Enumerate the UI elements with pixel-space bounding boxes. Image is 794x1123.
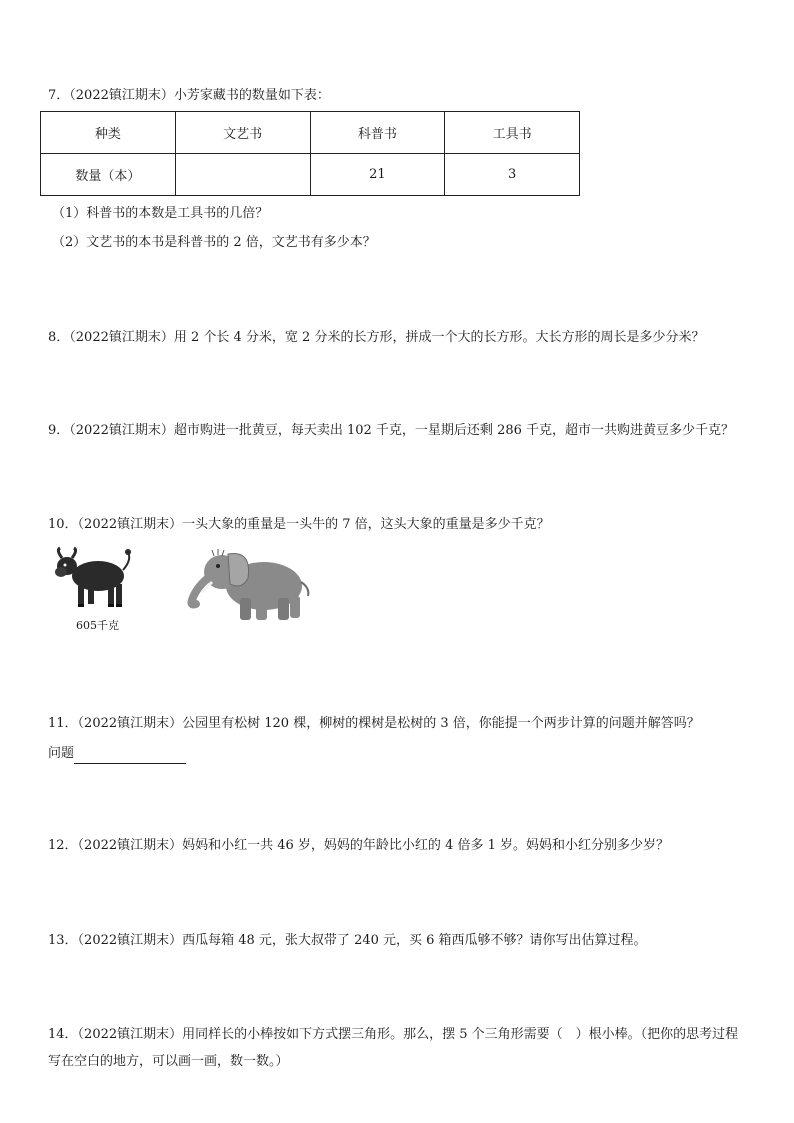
table-cell: 文艺书 bbox=[175, 112, 310, 154]
table-row bbox=[41, 154, 580, 196]
q7-sub1: （1）科普书的本数是工具书的几倍？ bbox=[52, 206, 269, 221]
q11-question-line bbox=[48, 744, 186, 764]
elephant-icon bbox=[182, 546, 314, 624]
table-cell: 科普书 bbox=[310, 112, 445, 154]
table-cell: 数量（本） bbox=[41, 154, 176, 196]
q8-stem: 8．（2022镇江期末）用 2 个长 4 分米，宽 2 分米的长方形，拼成一个大的长方形。大长方形的周长是多少分米？ bbox=[48, 330, 705, 345]
q11-prompt: 问题 bbox=[48, 746, 75, 761]
table-cell: 种类 bbox=[41, 112, 176, 154]
books-table bbox=[40, 111, 580, 196]
q13-stem: 13．（2022镇江期末）西瓜每箱 48 元，张大叔带了 240 元，买 6 箱西瓜够不够？请你写出估算过程。 bbox=[48, 933, 647, 948]
ox-weight-label: 605千克 bbox=[76, 619, 119, 632]
q7-stem: 7．（2022镇江期末）小芳家藏书的数量如下表： bbox=[48, 88, 330, 103]
table-cell: 21 bbox=[310, 154, 445, 196]
table-cell bbox=[175, 154, 310, 196]
q11-stem: 11．（2022镇江期末）公园里有松树 120 棵，柳树的棵树是松树的 3 倍，你能提一个两步计算的问题并解答吗？ bbox=[48, 716, 700, 731]
q12-stem: 12．（2022镇江期末）妈妈和小红一共 46 岁，妈妈的年龄比小红的 4 倍多 1 岁。妈妈和小红分别多少岁？ bbox=[48, 838, 670, 853]
q10-stem: 10．（2022镇江期末）一头大象的重量是一头牛的 7 倍，这头大象的重量是多少千克？ bbox=[48, 517, 550, 532]
ox-icon bbox=[52, 546, 136, 612]
q14-stem: 14．（2022镇江期末）用同样长的小棒按如下方式摆三角形。那么，摆 5 个三角形需要（ ）根小棒。（把你的思考过程写在空白的地方，可以画一画，数一数。） bbox=[48, 1027, 739, 1069]
table-header-row bbox=[41, 112, 580, 154]
answer-blank[interactable] bbox=[74, 749, 186, 764]
q7-sub2: （2）文艺书的本书是科普书的 2 倍，文艺书有多少本？ bbox=[52, 235, 376, 250]
q9-stem: 9．（2022镇江期末）超市购进一批黄豆，每天卖出 102 千克，一星期后还剩 286 千克，超市一共购进黄豆多少千克？ bbox=[48, 423, 735, 438]
table-cell: 3 bbox=[445, 154, 580, 196]
table-cell: 工具书 bbox=[445, 112, 580, 154]
